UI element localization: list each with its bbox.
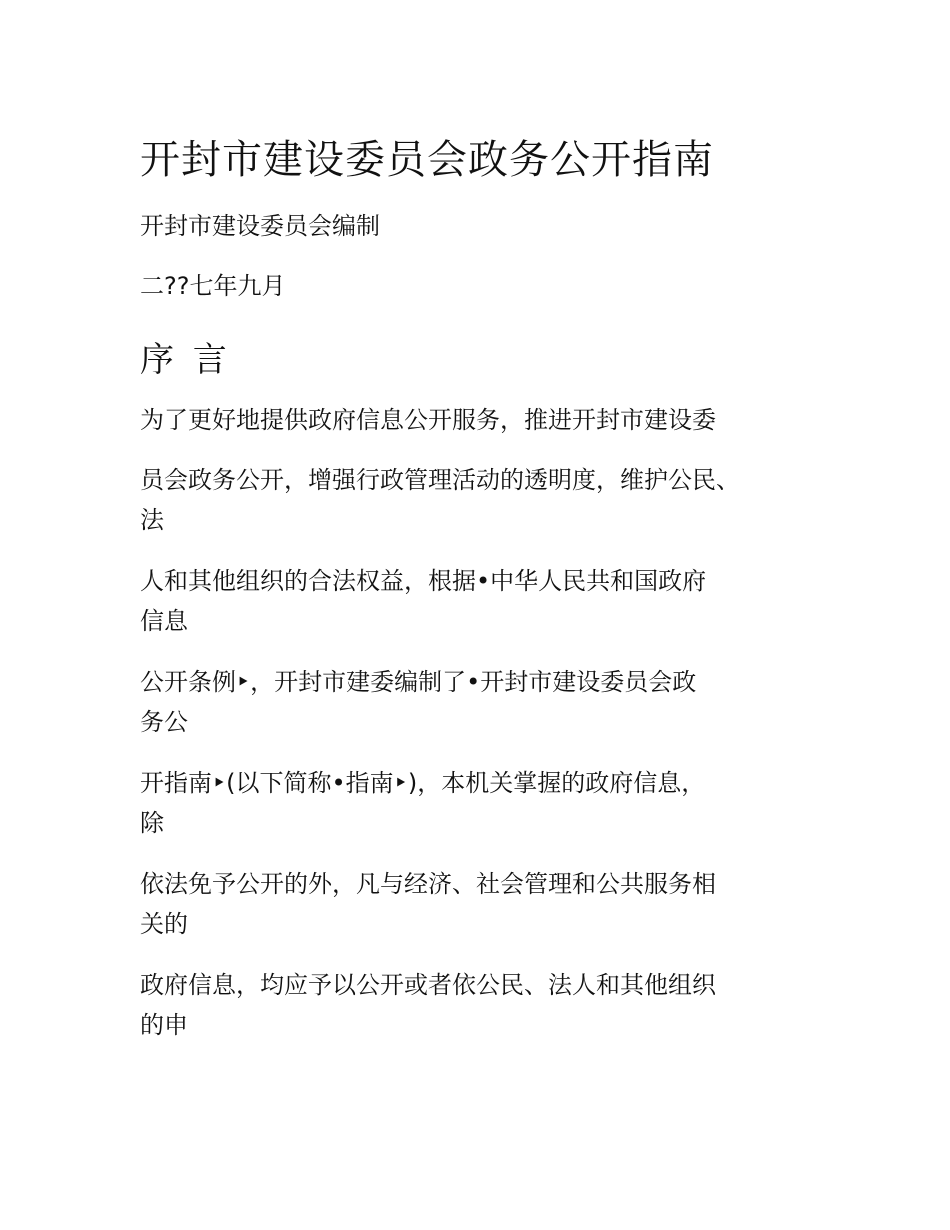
paragraph-line: 信息 — [140, 607, 188, 635]
paragraph-line: 为了更好地提供政府信息公开服务，推进开封市建设委 — [140, 406, 716, 434]
paragraph-line: 除 — [140, 809, 164, 837]
paragraph — [140, 400, 840, 440]
paragraph-line: 依法免予公开的外，凡与经济、社会管理和公共服务相 — [140, 870, 716, 898]
paragraph-line: 关的 — [140, 910, 188, 938]
paragraph — [140, 763, 840, 843]
paragraph — [140, 561, 840, 641]
paragraph-line: 政府信息，均应予以公开或者依公民、法人和其他组织 — [140, 971, 716, 999]
paragraph — [140, 460, 840, 540]
document-title: 开封市建设委员会政务公开指南 — [140, 137, 714, 183]
document-subtitle: 开封市建设委员会编制 — [140, 212, 380, 240]
document-date: 二??七年九月 — [140, 272, 286, 300]
paragraph-line: 员会政务公开，增强行政管理活动的透明度，维护公民、 — [140, 466, 740, 494]
paragraph-line: 公开条例‣，开封市建委编制了•开封市建设委员会政 — [140, 668, 697, 696]
paragraph-line: 务公 — [140, 708, 188, 736]
paragraph-line: 人和其他组织的合法权益，根据•中华人民共和国政府 — [140, 567, 707, 595]
paragraph — [140, 864, 840, 944]
paragraph — [140, 662, 840, 742]
paragraph-line: 法 — [140, 506, 164, 534]
paragraph-line: 的申 — [140, 1011, 188, 1039]
paragraph-line: 开指南‣(以下简称•指南‣)，本机关掌握的政府信息， — [140, 769, 706, 797]
paragraph — [140, 965, 840, 1045]
section-heading-preface: 序 言 — [140, 340, 231, 380]
